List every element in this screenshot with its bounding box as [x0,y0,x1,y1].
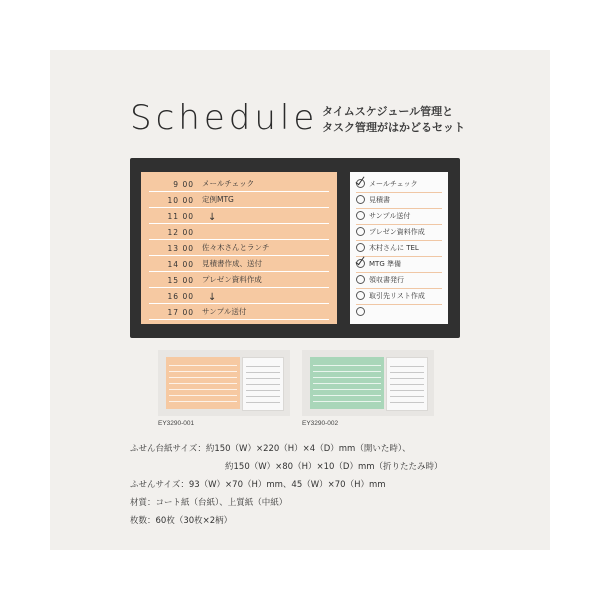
schedule-time: 16 00 [167,292,194,301]
checklist-sheet [350,172,448,324]
schedule-time: 14 00 [167,260,194,269]
schedule-time: 9 00 [173,180,194,189]
schedule-task: 佐々木さんとランチ [202,243,270,252]
checklist-label: 見積書 [369,195,390,204]
checklist-label: プレゼン資料作成 [369,227,425,236]
schedule-row [149,208,329,224]
checklist-label: 取引先リスト作成 [369,291,425,300]
schedule-time: 12 00 [167,228,194,237]
schedule-row [149,256,329,272]
circle-icon [356,307,365,316]
schedule-row [149,288,329,304]
checklist-label: 領収書発行 [369,275,404,284]
spec-line: 約150（W）×80（H）×10（D）mm（折りたたみ時） [225,462,443,472]
schedule-row [149,176,329,192]
subtitle [322,104,472,136]
schedule-sheet [141,172,337,324]
sticky-note-large [166,357,240,409]
checklist-item [356,304,442,320]
checklist-item [356,288,442,305]
checklist-item [356,272,442,289]
checklist-item [356,208,442,225]
subtitle-line-1: タイムスケジュール管理と [322,105,454,118]
circle-icon [356,275,365,284]
checklist-item [356,240,442,257]
checked-circle-icon [356,179,365,188]
checklist-label: 木村さんに TEL [369,243,419,252]
sticky-note-large [310,357,384,409]
schedule-time: 15 00 [167,276,194,285]
sticky-note-small [242,357,284,411]
schedule-row [149,304,329,320]
product-thumbnail-001 [158,350,290,416]
schedule-task: メールチェック [202,179,255,188]
schedule-row [149,240,329,256]
schedule-time: 10 00 [167,196,194,205]
arrow-down-icon: ↓ [208,292,217,303]
circle-icon [356,243,365,252]
schedule-task: サンプル送付 [202,307,247,316]
schedule-time: 11 00 [167,212,194,221]
schedule-row [149,272,329,288]
product-thumbnail-002 [302,350,434,416]
schedule-task: 見積書作成、送付 [202,259,262,268]
schedule-task: プレゼン資料作成 [202,275,262,284]
checklist-label: MTG 準備 [369,259,401,268]
product-code: EY3290-002 [302,420,339,427]
circle-icon [356,195,365,204]
spec-line: 枚数：60枚（30枚×2柄） [130,516,233,526]
schedule-row [149,224,329,240]
product-code: EY3290-001 [158,420,195,427]
checklist-item [356,256,442,273]
sticky-note-small [386,357,428,411]
checklist-label: サンプル送付 [369,211,411,220]
circle-icon [356,291,365,300]
checklist-item [356,224,442,241]
arrow-down-icon: ↓ [208,212,217,223]
checked-circle-icon [356,259,365,268]
schedule-time: 13 00 [167,244,194,253]
schedule-time: 17 00 [167,308,194,317]
spec-line: 材質：コート紙（台紙）、上質紙（中紙） [130,498,288,508]
circle-icon [356,227,365,236]
schedule-task: 定例MTG [202,195,234,204]
spec-line: ふせんサイズ：93（W）×70（H）mm、45（W）×70（H）mm [130,480,386,490]
subtitle-line-2: タスク管理がはかどるセット [322,121,465,134]
checklist-item [356,192,442,209]
checklist-label: メールチェック [369,179,418,188]
circle-icon [356,211,365,220]
product-specs [130,440,443,530]
checklist-item [356,176,442,193]
page-title: Schedule [130,98,319,138]
spec-line: ふせん台紙サイズ：約150（W）×220（H）×4（D）mm（開いた時）、 [130,444,411,454]
schedule-row [149,192,329,208]
